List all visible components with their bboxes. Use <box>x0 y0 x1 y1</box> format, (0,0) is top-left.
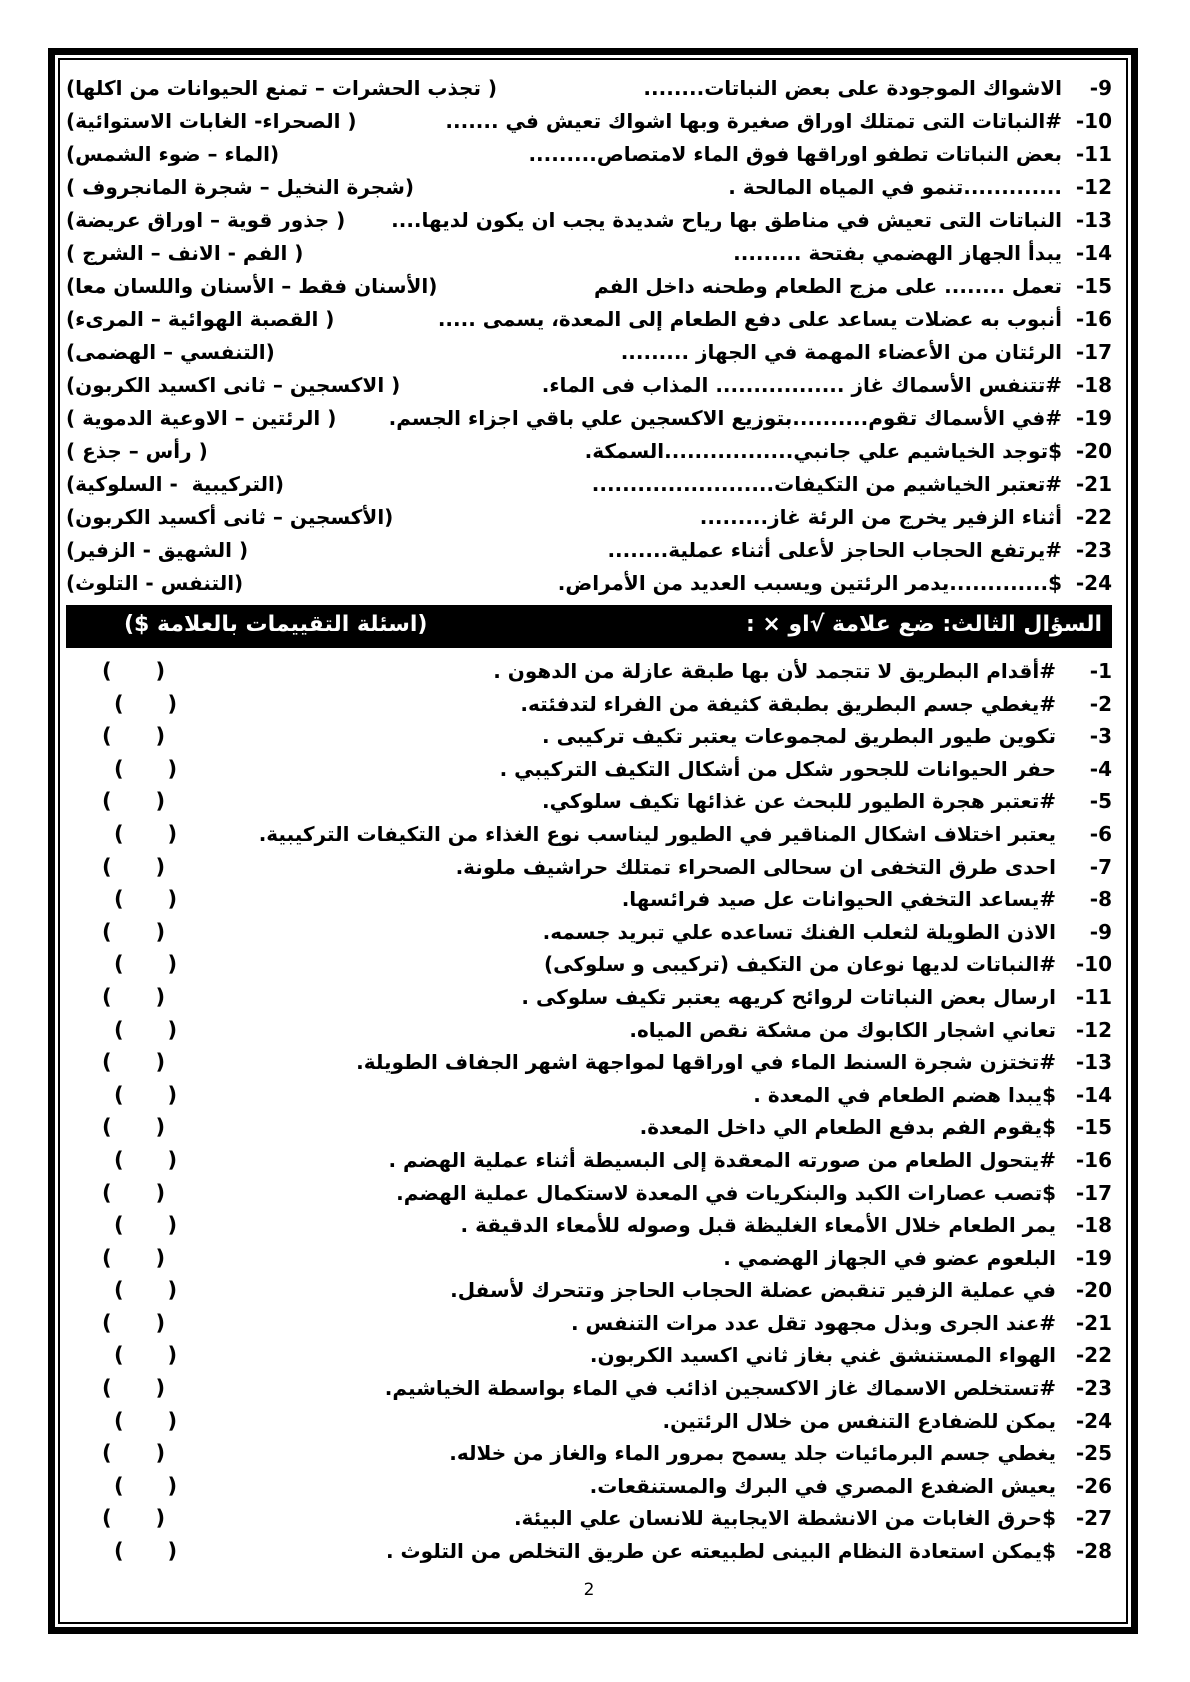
statement <box>640 1111 1112 1144</box>
statement-number: 5- <box>1089 789 1112 814</box>
question <box>528 138 1112 171</box>
statement-text: $حرق الغابات من الانشطة الايجابية للانسان علي البيئة. <box>513 1506 1056 1531</box>
statement <box>520 688 1112 721</box>
answer-parentheses: ( ) <box>102 1310 166 1335</box>
fill-question-row <box>66 468 1112 501</box>
statement <box>259 818 1112 851</box>
fill-question-row <box>66 402 1112 435</box>
statement <box>629 1014 1112 1047</box>
statement-number: 24- <box>1075 1408 1112 1433</box>
question-text: #في الأسماك تقوم..........بتوزيع الاكسجين علي باقي اجزاء الجسم. <box>388 406 1062 430</box>
true-false-row <box>66 1307 1112 1340</box>
true-false-section <box>66 655 1112 1568</box>
question-text: $توجد الخياشيم علي جانبي.................السمكة. <box>584 439 1062 463</box>
answer-options: ( رأس – جذع ) <box>66 439 208 463</box>
question-text: تعمل ........ على مزج الطعام وطحنه داخل الفم <box>594 274 1062 298</box>
true-false-row <box>66 1014 1112 1047</box>
question <box>585 435 1112 468</box>
true-false-row <box>66 818 1112 851</box>
statement-text: #النباتات لديها نوعان من التكيف (تركيبى و سلوكى) <box>543 952 1056 977</box>
answer-parentheses: ( ) <box>102 1376 166 1401</box>
statement-number: 10- <box>1075 952 1112 977</box>
section-title: السؤال الثالث: ضع علامة √او × : <box>745 612 1102 637</box>
answer-options: (التنفس - التلوث) <box>66 571 244 595</box>
answer-parentheses: ( ) <box>102 854 166 879</box>
question-text: #تتنفس الأسماك غاز ................. المذاب فى الماء. <box>541 373 1062 397</box>
statement-text: يمر الطعام خلال الأمعاء الغليظة قبل وصوله للأمعاء الدقيقة . <box>460 1213 1056 1238</box>
true-false-row <box>66 688 1112 721</box>
statement-number: 28- <box>1075 1539 1112 1564</box>
question-text: النباتات التى تعيش في مناطق بها رياح شديدة يجب ان يكون لديها.... <box>391 208 1062 232</box>
statement-text: يغطي جسم البرمائيات جلد يسمح بمرور الماء والغاز من خلاله. <box>449 1441 1056 1466</box>
statement <box>542 785 1112 818</box>
question-number: 14- <box>1075 241 1112 265</box>
answer-parentheses: ( ) <box>102 1245 166 1270</box>
statement-number: 6- <box>1089 821 1112 846</box>
statement-text: ارسال بعض النباتات لروائح كريهه يعتبر تكيف سلوكى . <box>521 984 1056 1009</box>
question-number: 18- <box>1075 373 1112 397</box>
true-false-row <box>66 981 1112 1014</box>
statement-number: 22- <box>1075 1343 1112 1368</box>
question <box>643 72 1112 105</box>
question-text: #يرتفع الحجاب الحاجز لأعلى أثناء عملية........ <box>607 538 1062 562</box>
question <box>733 237 1112 270</box>
page-inner-border <box>58 58 1128 1624</box>
statement-text: #يغطي جسم البطريق بطبقة كثيفة من الفراء لتدفئته. <box>520 691 1056 716</box>
statement-number: 26- <box>1075 1473 1112 1498</box>
section-header-bar <box>66 605 1112 648</box>
question-number: 22- <box>1075 505 1112 529</box>
question <box>542 369 1112 402</box>
statement-text: #تستخلص الاسماك غاز الاكسجين اذائب في الماء بواسطة الخياشيم. <box>384 1376 1056 1401</box>
statement-text: $يمكن استعادة النظام البينى لطبيعته عن طريق التخلص من التلوث . <box>386 1539 1056 1564</box>
question-number: 24- <box>1075 571 1112 595</box>
true-false-row <box>66 1111 1112 1144</box>
statement <box>590 1339 1112 1372</box>
statement-number: 3- <box>1089 724 1112 749</box>
fill-question-row <box>66 270 1112 303</box>
answer-parentheses: ( ) <box>114 952 178 977</box>
statement-number: 11- <box>1075 984 1112 1009</box>
question-text: الاشواك الموجودة على بعض النباتات........ <box>643 76 1062 100</box>
answer-parentheses: ( ) <box>114 1343 178 1368</box>
answer-options: ( جذور قوية – اوراق عريضة) <box>66 208 346 232</box>
statement-text: تعاني اشجار الكابوك من مشكة نقص المياه. <box>629 1017 1056 1042</box>
question <box>594 270 1112 303</box>
fill-question-row <box>66 336 1112 369</box>
answer-parentheses: ( ) <box>102 984 166 1009</box>
fill-question-row <box>66 105 1112 138</box>
statement <box>542 720 1112 753</box>
statement <box>386 1535 1112 1568</box>
question-number: 15- <box>1075 274 1112 298</box>
fill-question-row <box>66 303 1112 336</box>
answer-parentheses: ( ) <box>102 724 166 749</box>
answer-options: (الأسنان فقط – الأسنان واللسان معا) <box>66 274 438 298</box>
statement-number: 12- <box>1075 1017 1112 1042</box>
answer-parentheses: ( ) <box>102 1050 166 1075</box>
statement-text: يعتبر اختلاف اشكال المناقير في الطيور ليناسب نوع الغذاء من التكيفات التركيبية. <box>258 821 1056 846</box>
section-note: (اسئلة التقييمات بالعلامة $) <box>124 612 428 637</box>
statement <box>385 1372 1112 1405</box>
statement-number: 21- <box>1075 1310 1112 1335</box>
statement-text: #تعتبر هجرة الطيور للبحث عن غذائها تكيف سلوكي. <box>542 789 1056 814</box>
page-number: 2 <box>583 1579 595 1600</box>
fill-question-row <box>66 237 1112 270</box>
statement <box>622 883 1112 916</box>
statement-text: الهواء المستنشق غني بغاز ثاني اكسيد الكربون. <box>589 1343 1056 1368</box>
true-false-row <box>66 1177 1112 1210</box>
question-number: 20- <box>1075 439 1112 463</box>
question-number: 21- <box>1075 472 1112 496</box>
fill-question-row <box>66 72 1112 105</box>
true-false-row <box>66 1535 1112 1568</box>
answer-options: ( الشهيق - الزفير) <box>66 538 249 562</box>
question-text: $.............يدمر الرئتين ويسبب العديد من الأمراض. <box>557 571 1062 595</box>
answer-parentheses: ( ) <box>102 1506 166 1531</box>
answer-parentheses: ( ) <box>102 1441 166 1466</box>
question <box>438 303 1112 336</box>
question-text: .............تنمو في المياه المالحة . <box>728 175 1062 199</box>
statement-number: 16- <box>1075 1147 1112 1172</box>
answer-options: (شجرة النخيل – شجرة المانجروف ) <box>66 175 415 199</box>
question-text: الرئتان من الأعضاء المهمة في الجهاز ......... <box>620 340 1062 364</box>
true-false-row <box>66 1144 1112 1177</box>
true-false-row <box>66 1242 1112 1275</box>
statement-text: تكوين طيور البطريق لمجموعات يعتبر تكيف تركيبى . <box>542 724 1056 749</box>
answer-parentheses: ( ) <box>114 1408 178 1433</box>
statement-number: 17- <box>1075 1180 1112 1205</box>
answer-parentheses: ( ) <box>114 1473 178 1498</box>
question-number: 19- <box>1075 406 1112 430</box>
question-number: 10- <box>1075 109 1112 133</box>
true-false-row <box>66 1079 1112 1112</box>
answer-parentheses: ( ) <box>114 1082 178 1107</box>
answer-parentheses: ( ) <box>102 1115 166 1140</box>
statement-number: 20- <box>1075 1278 1112 1303</box>
question-text: #تعتبر الخياشيم من التكيفات........................ <box>591 472 1062 496</box>
answer-parentheses: ( ) <box>114 1213 178 1238</box>
question <box>558 567 1112 600</box>
statement-text: في عملية الزفير تنقبض عضلة الحجاب الحاجز وتتحرك لأسفل. <box>450 1278 1056 1303</box>
question <box>391 204 1112 237</box>
question <box>607 534 1112 567</box>
statement-text: #تختزن شجرة السنط الماء في اوراقها لمواجهة اشهر الجفاف الطويلة. <box>356 1050 1056 1075</box>
true-false-row <box>66 655 1112 688</box>
statement-text: $يبدا هضم الطعام في المعدة . <box>753 1082 1056 1107</box>
statement <box>450 1274 1112 1307</box>
question-text: أثناء الزفير يخرج من الرئة غاز......... <box>699 505 1062 529</box>
statement-number: 18- <box>1075 1213 1112 1238</box>
question-text: #النباتات التى تمتلك اوراق صغيرة وبها اشواك تعيش في ....... <box>445 109 1062 133</box>
true-false-row <box>66 1437 1112 1470</box>
statement <box>662 1405 1112 1438</box>
question-number: 13- <box>1075 208 1112 232</box>
statement <box>723 1242 1112 1275</box>
fill-question-row <box>66 534 1112 567</box>
answer-options: ( تجذب الحشرات – تمنع الحيوانات من اكلها) <box>66 76 498 100</box>
true-false-row <box>66 753 1112 786</box>
statement <box>571 1307 1112 1340</box>
statement <box>493 655 1112 688</box>
statement-text: يعيش الضفدع المصري في البرك والمستنقعات. <box>589 1473 1056 1498</box>
true-false-row <box>66 1372 1112 1405</box>
statement-text: #يتحول الطعام من صورته المعقدة إلى البسيطة أثناء عملية الهضم . <box>388 1147 1056 1172</box>
answer-parentheses: ( ) <box>114 1278 178 1303</box>
question-number: 17- <box>1075 340 1112 364</box>
statement-text: الاذن الطويلة لثعلب الفنك تساعده علي تبريد جسمه. <box>542 919 1056 944</box>
statement-number: 23- <box>1075 1376 1112 1401</box>
statement <box>456 851 1112 884</box>
true-false-row <box>66 883 1112 916</box>
true-false-row <box>66 1502 1112 1535</box>
statement-text: احدى طرق التخفى ان سحالى الصحراء تمتلك حراشيف ملونة. <box>455 854 1056 879</box>
statement-number: 4- <box>1089 756 1112 781</box>
statement <box>396 1177 1112 1210</box>
statement <box>389 1144 1113 1177</box>
answer-parentheses: ( ) <box>114 821 178 846</box>
answer-options: ( الرئتين – الاوعية الدموية ) <box>66 406 337 430</box>
fill-question-row <box>66 204 1112 237</box>
question <box>728 171 1112 204</box>
true-false-row <box>66 1470 1112 1503</box>
true-false-row <box>66 1046 1112 1079</box>
page-border <box>48 48 1138 1634</box>
answer-options: (الأكسجين – ثانى أكسيد الكربون) <box>66 505 394 529</box>
true-false-row <box>66 851 1112 884</box>
true-false-row <box>66 1274 1112 1307</box>
true-false-row <box>66 720 1112 753</box>
statement <box>753 1079 1112 1112</box>
true-false-row <box>66 1405 1112 1438</box>
answer-parentheses: ( ) <box>114 691 178 716</box>
answer-options: (التنفسي – الهضمى) <box>66 340 275 364</box>
statement-text: #أقدام البطريق لا تتجمد لأن بها طبقة عازلة من الدهون . <box>493 659 1056 683</box>
statement-text: $تصب عصارات الكبد والبنكريات في المعدة لاستكمال عملية الهضم. <box>396 1180 1056 1205</box>
statement-number: 25- <box>1075 1441 1112 1466</box>
answer-parentheses: ( ) <box>114 1147 178 1172</box>
statement <box>461 1209 1112 1242</box>
statement <box>514 1502 1112 1535</box>
statement-number: 19- <box>1075 1245 1112 1270</box>
statement <box>544 948 1112 981</box>
answer-options: ( الفم - الانف – الشرج ) <box>66 241 304 265</box>
statement-number: 8- <box>1089 887 1112 912</box>
answer-parentheses: ( ) <box>102 789 166 814</box>
statement-text: يمكن للضفادع التنفس من خلال الرئتين. <box>662 1408 1056 1433</box>
question-number: 9- <box>1089 76 1112 100</box>
statement <box>521 981 1112 1014</box>
statement <box>590 1470 1112 1503</box>
fill-question-row <box>66 171 1112 204</box>
answer-parentheses: ( ) <box>114 1017 178 1042</box>
fill-in-blank-section <box>66 72 1112 600</box>
true-false-row <box>66 948 1112 981</box>
question-text: بعض النباتات تطفو اوراقها فوق الماء لامتصاص......... <box>528 142 1062 166</box>
statement-number: 9- <box>1089 919 1112 944</box>
statement-text: #يساعد التخفي الحيوانات عل صيد فرائسها. <box>621 887 1056 912</box>
statement-text: حفر الحيوانات للجحور شكل من أشكال التكيف التركيبي . <box>499 756 1056 781</box>
question-text: يبدأ الجهاز الهضمي بفتحة ......... <box>733 241 1062 265</box>
question <box>700 501 1112 534</box>
question <box>621 336 1112 369</box>
statement-text: #عند الجرى وبذل مجهود تقل عدد مرات التنفس . <box>570 1310 1056 1335</box>
fill-question-row <box>66 138 1112 171</box>
statement-number: 13- <box>1075 1050 1112 1075</box>
answer-parentheses: ( ) <box>114 887 178 912</box>
answer-options: ( الصحراء- الغابات الاستوائية) <box>66 109 357 133</box>
question <box>592 468 1112 501</box>
fill-question-row <box>66 369 1112 402</box>
statement <box>449 1437 1112 1470</box>
fill-question-row <box>66 567 1112 600</box>
fill-question-row <box>66 501 1112 534</box>
statement <box>500 753 1112 786</box>
fill-question-row <box>66 435 1112 468</box>
answer-parentheses: ( ) <box>102 1180 166 1205</box>
statement-number: 1- <box>1089 659 1112 683</box>
statement <box>356 1046 1112 1079</box>
question-number: 12- <box>1075 175 1112 199</box>
statement-text: البلعوم عضو في الجهاز الهضمي . <box>723 1245 1056 1270</box>
answer-options: (الماء – ضوء الشمس) <box>66 142 280 166</box>
statement-text: $يقوم الفم بدفع الطعام الي داخل المعدة. <box>639 1115 1056 1140</box>
true-false-row <box>66 916 1112 949</box>
statement-number: 15- <box>1075 1115 1112 1140</box>
answer-options: ( الاكسجين – ثانى اكسيد الكربون) <box>66 373 401 397</box>
question-number: 16- <box>1075 307 1112 331</box>
question <box>445 105 1112 138</box>
answer-parentheses: ( ) <box>114 756 178 781</box>
question <box>389 402 1112 435</box>
true-false-row <box>66 1209 1112 1242</box>
true-false-row <box>66 1339 1112 1372</box>
statement-number: 2- <box>1089 691 1112 716</box>
answer-parentheses: ( ) <box>114 1539 178 1564</box>
statement-number: 7- <box>1089 854 1112 879</box>
answer-options: (التركيبية - السلوكية) <box>66 472 285 496</box>
statement-number: 14- <box>1075 1082 1112 1107</box>
answer-options: ( القصبة الهوائية – المرىء) <box>66 307 335 331</box>
statement <box>543 916 1112 949</box>
answer-parentheses: ( ) <box>102 919 166 944</box>
answer-parentheses: ( ) <box>102 659 166 683</box>
question-number: 11- <box>1075 142 1112 166</box>
true-false-row <box>66 785 1112 818</box>
statement-number: 27- <box>1075 1506 1112 1531</box>
question-number: 23- <box>1075 538 1112 562</box>
question-text: أنبوب به عضلات يساعد على دفع الطعام إلى المعدة، يسمى ..... <box>437 307 1062 331</box>
